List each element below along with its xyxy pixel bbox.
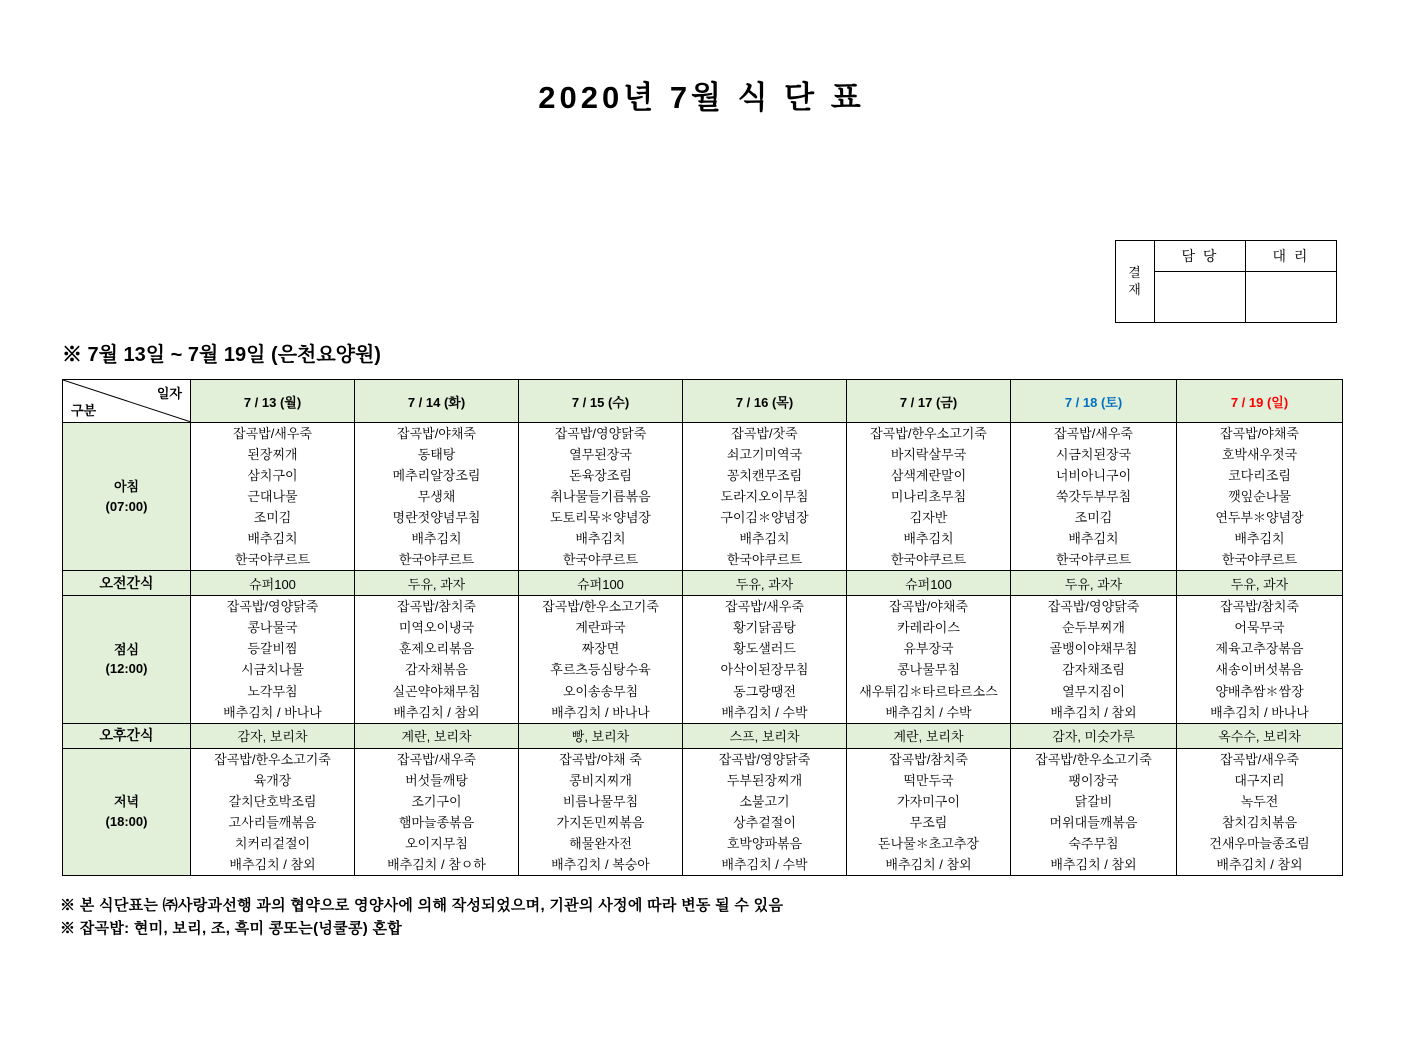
meal-cell-breakfast-mon: 잡곡밥/새우죽 된장찌개 삼치구이 근대나물 조미김 배추김치 한국야쿠르트 [191,423,355,571]
meal-cell-dinner-mon: 잡곡밥/한우소고기죽 육개장 갈치단호박조림 고사리들깨볶음 치커리겉절이 배추김치 / 참외 [191,748,355,875]
table-corner-header [63,380,191,423]
approval-label-line2: 재 [1128,281,1142,297]
row-label-lunch-time: (12:00) [105,661,148,677]
snack-cell-morning-thu: 두유, 과자 [683,571,847,596]
snack-cell-morning-mon: 슈퍼100 [191,571,355,596]
approval-header-deputy: 대 리 [1246,241,1337,272]
table-row-lunch [63,596,1343,723]
meal-cell-lunch-sun: 잡곡밥/참치죽 어묵무국 제육고추장볶음 새송이버섯볶음 양배추쌈＊쌈장 배추김치 / 바나나 [1177,596,1343,723]
snack-cell-afternoon-fri: 계란, 보리차 [847,723,1011,748]
snack-cell-afternoon-wed: 빵, 보리차 [519,723,683,748]
row-label-dinner-name: 저녁 [113,794,140,810]
footnote-2: ※ 잡곡밥: 현미, 보리, 조, 흑미 콩또는(넝쿨콩) 혼합 [60,920,403,938]
meal-cell-dinner-sun: 잡곡밥/새우죽 대구지리 녹두전 참치김치볶음 건새우마늘종조림 배추김치 / 참외 [1177,748,1343,875]
day-header-mon: 7 / 13 (월) [191,380,355,423]
date-range-subtitle: ※ 7월 13일 ~ 7월 19일 (은천요양원) [62,344,381,366]
menu-document-page [0,72,1403,1064]
table-row-dinner [63,748,1343,875]
meal-cell-breakfast-fri: 잡곡밥/한우소고기죽 바지락살무국 삼색계란말이 미나리초무침 김자반 배추김치 한국야쿠르트 [847,423,1011,571]
snack-cell-morning-tue: 두유, 과자 [355,571,519,596]
day-header-sun: 7 / 19 (일) [1177,380,1343,423]
day-header-thu: 7 / 16 (목) [683,380,847,423]
table-header-row [63,380,1343,423]
table-row-afternoon-snack [63,723,1343,748]
snack-cell-morning-sun: 두유, 과자 [1177,571,1343,596]
snack-cell-morning-sat: 두유, 과자 [1011,571,1177,596]
meal-cell-breakfast-tue: 잡곡밥/야채죽 동태탕 메추리알장조림 무생채 명란젓양념무침 배추김치 한국야쿠르트 [355,423,519,571]
approval-signature-deputy [1246,272,1337,323]
day-header-sat: 7 / 18 (토) [1011,380,1177,423]
meal-cell-breakfast-wed: 잡곡밥/영양닭죽 열무된장국 돈육장조림 취나물들기름볶음 도토리묵＊양념장 배추김치 한국야쿠르트 [519,423,683,571]
snack-cell-morning-wed: 슈퍼100 [519,571,683,596]
corner-kind-label: 구분 [71,403,97,418]
meal-cell-dinner-thu: 잡곡밥/영양닭죽 두부된장찌개 소불고기 상추겉절이 호박양파볶음 배추김치 / 수박 [683,748,847,875]
meal-cell-dinner-sat: 잡곡밥/한우소고기죽 팽이장국 닭갈비 머위대들깨볶음 숙주무침 배추김치 / 참외 [1011,748,1177,875]
row-label-dinner [63,748,191,875]
meal-cell-dinner-tue: 잡곡밥/새우죽 버섯들깨탕 조기구이 햄마늘종볶음 오이지무침 배추김치 / 참ㅇ하 [355,748,519,875]
row-label-dinner-time: (18:00) [105,813,148,829]
approval-stamp-box [1115,240,1337,323]
meal-cell-lunch-wed: 잡곡밥/한우소고기죽 계란파국 짜장면 후르츠등심탕수육 오이송송무침 배추김치 / 바나나 [519,596,683,723]
meal-cell-dinner-fri: 잡곡밥/참치죽 떡만두국 가자미구이 무조림 돈나물＊초고추장 배추김치 / 참외 [847,748,1011,875]
page-title: 2020년 7월 식 단 표 [538,80,865,115]
snack-cell-afternoon-tue: 계란, 보리차 [355,723,519,748]
meal-cell-lunch-sat: 잡곡밥/영양닭죽 순두부찌개 골뱅이야채무침 감자채조림 열무지짐이 배추김치 / 참외 [1011,596,1177,723]
day-header-tue: 7 / 14 (화) [355,380,519,423]
approval-label-line1: 결 [1128,265,1142,281]
approval-header-manager: 담 당 [1155,241,1246,272]
meal-cell-lunch-thu: 잡곡밥/새우죽 황기닭곰탕 황도샐러드 아삭이된장무침 동그랑땡전 배추김치 / 수박 [683,596,847,723]
meal-cell-lunch-mon: 잡곡밥/영양닭죽 콩나물국 등갈비찜 시금치나물 노각무침 배추김치 / 바나나 [191,596,355,723]
footnotes [60,894,783,941]
row-label-breakfast-time: (07:00) [105,498,148,514]
snack-cell-afternoon-sun: 옥수수, 보리차 [1177,723,1343,748]
meal-cell-lunch-tue: 잡곡밥/참치죽 미역오이냉국 훈제오리볶음 감자채볶음 실곤약야채무침 배추김치 / 참외 [355,596,519,723]
snack-cell-afternoon-thu: 스프, 보리차 [683,723,847,748]
snack-cell-morning-fri: 슈퍼100 [847,571,1011,596]
meal-cell-lunch-fri: 잡곡밥/야채죽 카레라이스 유부장국 콩나물무침 새우튀김＊타르타르소스 배추김치 / 수박 [847,596,1011,723]
meal-cell-breakfast-thu: 잡곡밥/잣죽 쇠고기미역국 꽁치캔무조림 도라지오이무침 구이김＊양념장 배추김치 한국야쿠르트 [683,423,847,571]
approval-label [1116,241,1155,323]
day-header-wed: 7 / 15 (수) [519,380,683,423]
row-label-breakfast-name: 아침 [113,479,140,495]
row-label-afternoon-snack: 오후간식 [63,723,191,748]
row-label-lunch-name: 점심 [113,641,140,657]
meal-cell-dinner-wed: 잡곡밥/야채 죽 콩비지찌개 비름나물무침 가지돈민찌볶음 해물완자전 배추김치 / 복숭아 [519,748,683,875]
day-header-fri: 7 / 17 (금) [847,380,1011,423]
snack-cell-afternoon-mon: 감자, 보리차 [191,723,355,748]
weekly-menu-table [62,379,1343,876]
corner-date-label: 일자 [156,386,182,401]
meal-cell-breakfast-sat: 잡곡밥/새우죽 시금치된장국 너비아니구이 쑥갓두부무침 조미김 배추김치 한국야쿠르트 [1011,423,1177,571]
row-label-morning-snack: 오전간식 [63,571,191,596]
approval-signature-manager [1155,272,1246,323]
snack-cell-afternoon-sat: 감자, 미숫가루 [1011,723,1177,748]
table-row-breakfast [63,423,1343,571]
row-label-breakfast [63,423,191,571]
footnote-1: ※ 본 식단표는 ㈜사랑과선행 과의 협약으로 영양사에 의해 작성되었으며, 기관의 사정에 따라 변동 될 수 있음 [60,897,784,914]
meal-cell-breakfast-sun: 잡곡밥/야채죽 호박새우젓국 코다리조림 깻잎순나물 연두부＊양념장 배추김치 한국야쿠르트 [1177,423,1343,571]
row-label-lunch [63,596,191,723]
table-row-morning-snack [63,571,1343,596]
